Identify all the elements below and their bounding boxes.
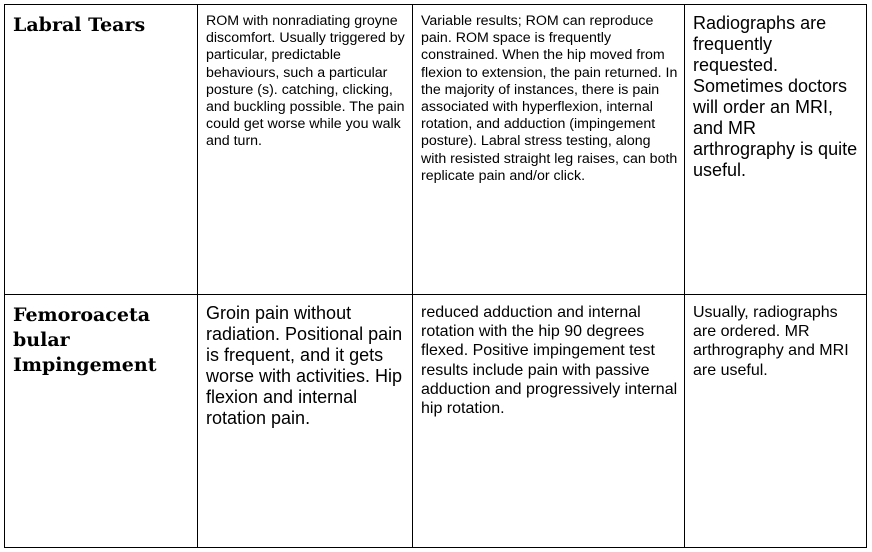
imaging-cell: Usually, radiographs are ordered. MR arthrography and MRI are useful. [685,295,867,548]
symptoms-cell: Groin pain without radiation. Positional pain is frequent, and it gets worse with activities. Hip flexion and internal rotation pain. [198,295,413,548]
exam-cell: reduced adduction and internal rotation with the hip 90 degrees flexed. Positive impingement test results include pain with passive adduction and progressively internal hip rotation. [413,295,685,548]
table-row [5,295,867,548]
table-row [5,5,867,295]
condition-cell: Femoroaceta bular Impingement [5,295,198,548]
exam-cell: Variable results; ROM can reproduce pain. ROM space is frequently constrained. When the hip moved from flexion to extension, the pain returned. In the majority of instances, there is pain associated with hyperflexion, internal rotation, and adduction (impingement posture). Labral stress testing, along with resisted straight leg raises, can both replicate pain and/or click. [413,5,685,295]
conditions-table [4,4,867,548]
condition-cell: Labral Tears [5,5,198,295]
imaging-cell: Radiographs are frequently requested. Sometimes doctors will order an MRI, and MR arthrography is quite useful. [685,5,867,295]
symptoms-cell: ROM with nonradiating groyne discomfort. Usually triggered by particular, predictable behaviours, such a particular posture (s). catching, clicking, and buckling possible. The pain could get worse while you walk and turn. [198,5,413,295]
